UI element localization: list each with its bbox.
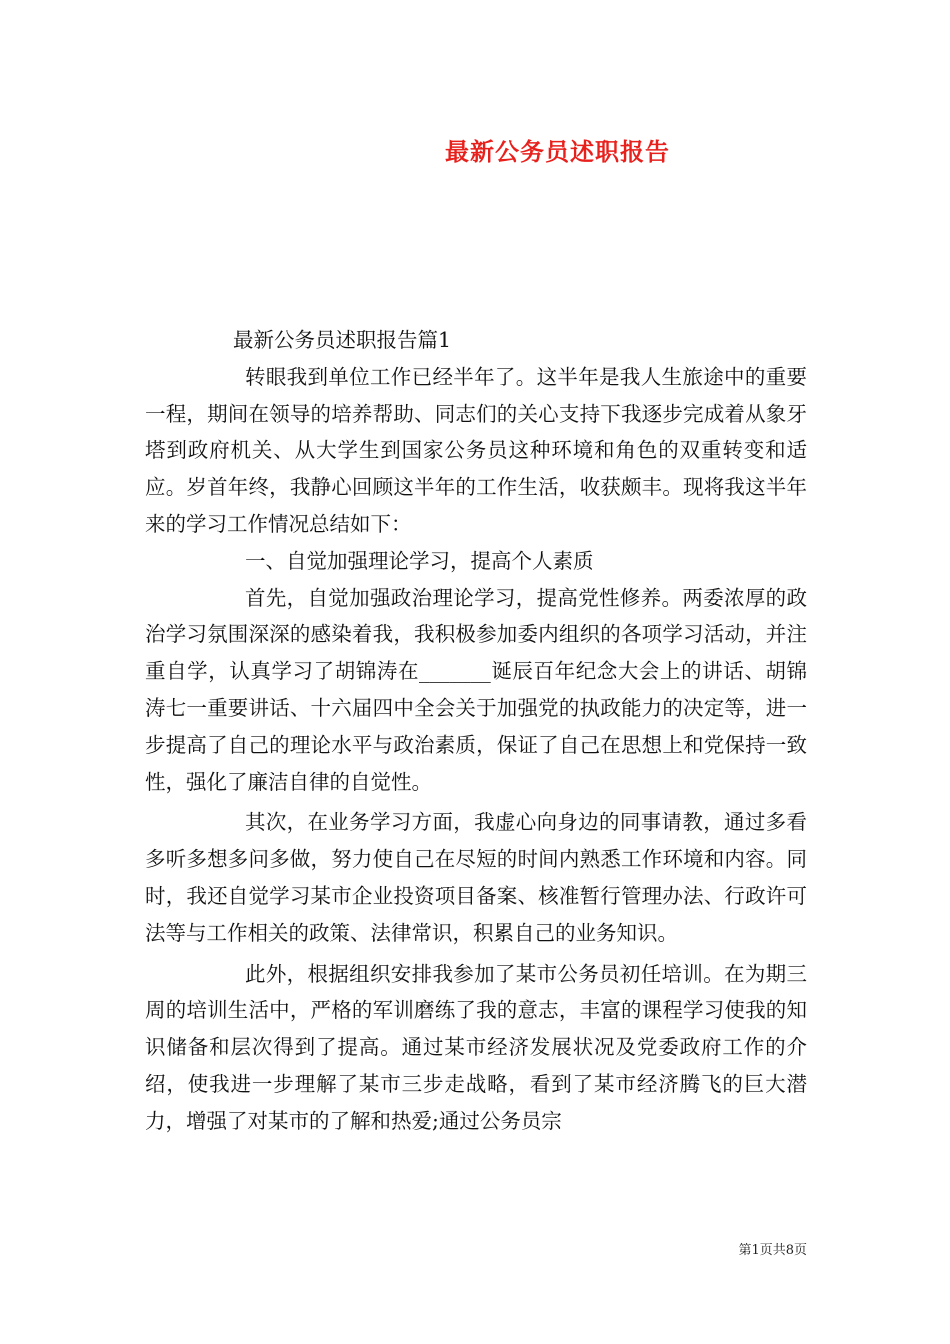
paragraph-political-study: 首先，自觉加强政治理论学习，提高党性修养。两委浓厚的政治学习氛围深深的感染着我，我积极参加委内组织的各项学习活动，并注重自学，认真学习了胡锦涛在_______诞辰百年纪念大会上的讲话、胡锦涛七一重要讲话、十六届四中全会关于加强党的执政能力的决定等，进一步提高了自己的理论水平与政治素质，保证了自己在思想上和党保持一致性，强化了廉洁自律的自觉性。 <box>145 585 807 794</box>
paragraph-training: 此外，根据组织安排我参加了某市公务员初任培训。在为期三周的培训生活中，严格的军训磨练了我的意志，丰富的课程学习使我的知识储备和层次得到了提高。通过某市经济发展状况及党委政府工作的介绍，使我进一步理解了某市三步走战略，看到了某市经济腾飞的巨大潜力，增强了对某市的了解和热爱;通过公务员宗 <box>145 961 807 1133</box>
paragraph-intro: 转眼我到单位工作已经半年了。这半年是我人生旅途中的重要一程，期间在领导的培养帮助、同志们的关心支持下我逐步完成着从象牙塔到政府机关、从大学生到国家公务员这种环境和角色的双重转变和适应。岁首年终，我静心回顾这半年的工作生活，收获颇丰。现将我这半年来的学习工作情况总结如下： <box>145 364 807 536</box>
section-title: 最新公务员述职报告篇1 <box>233 328 452 352</box>
paragraph-business-study: 其次，在业务学习方面，我虚心向身边的同事请教，通过多看多听多想多问多做，努力使自己在尽短的时间内熟悉工作环境和内容。同时，我还自觉学习某市企业投资项目备案、核准暂行管理办法、行政许可法等与工作相关的政策、法律常识，积累自己的业务知识。 <box>145 810 807 945</box>
document-title: 最新公务员述职报告 <box>445 137 670 166</box>
page-number: 第1页共8页 <box>738 1243 807 1258</box>
heading-section-one: 一、自觉加强理论学习，提高个人素质 <box>245 548 594 573</box>
document-body <box>145 322 807 1140</box>
